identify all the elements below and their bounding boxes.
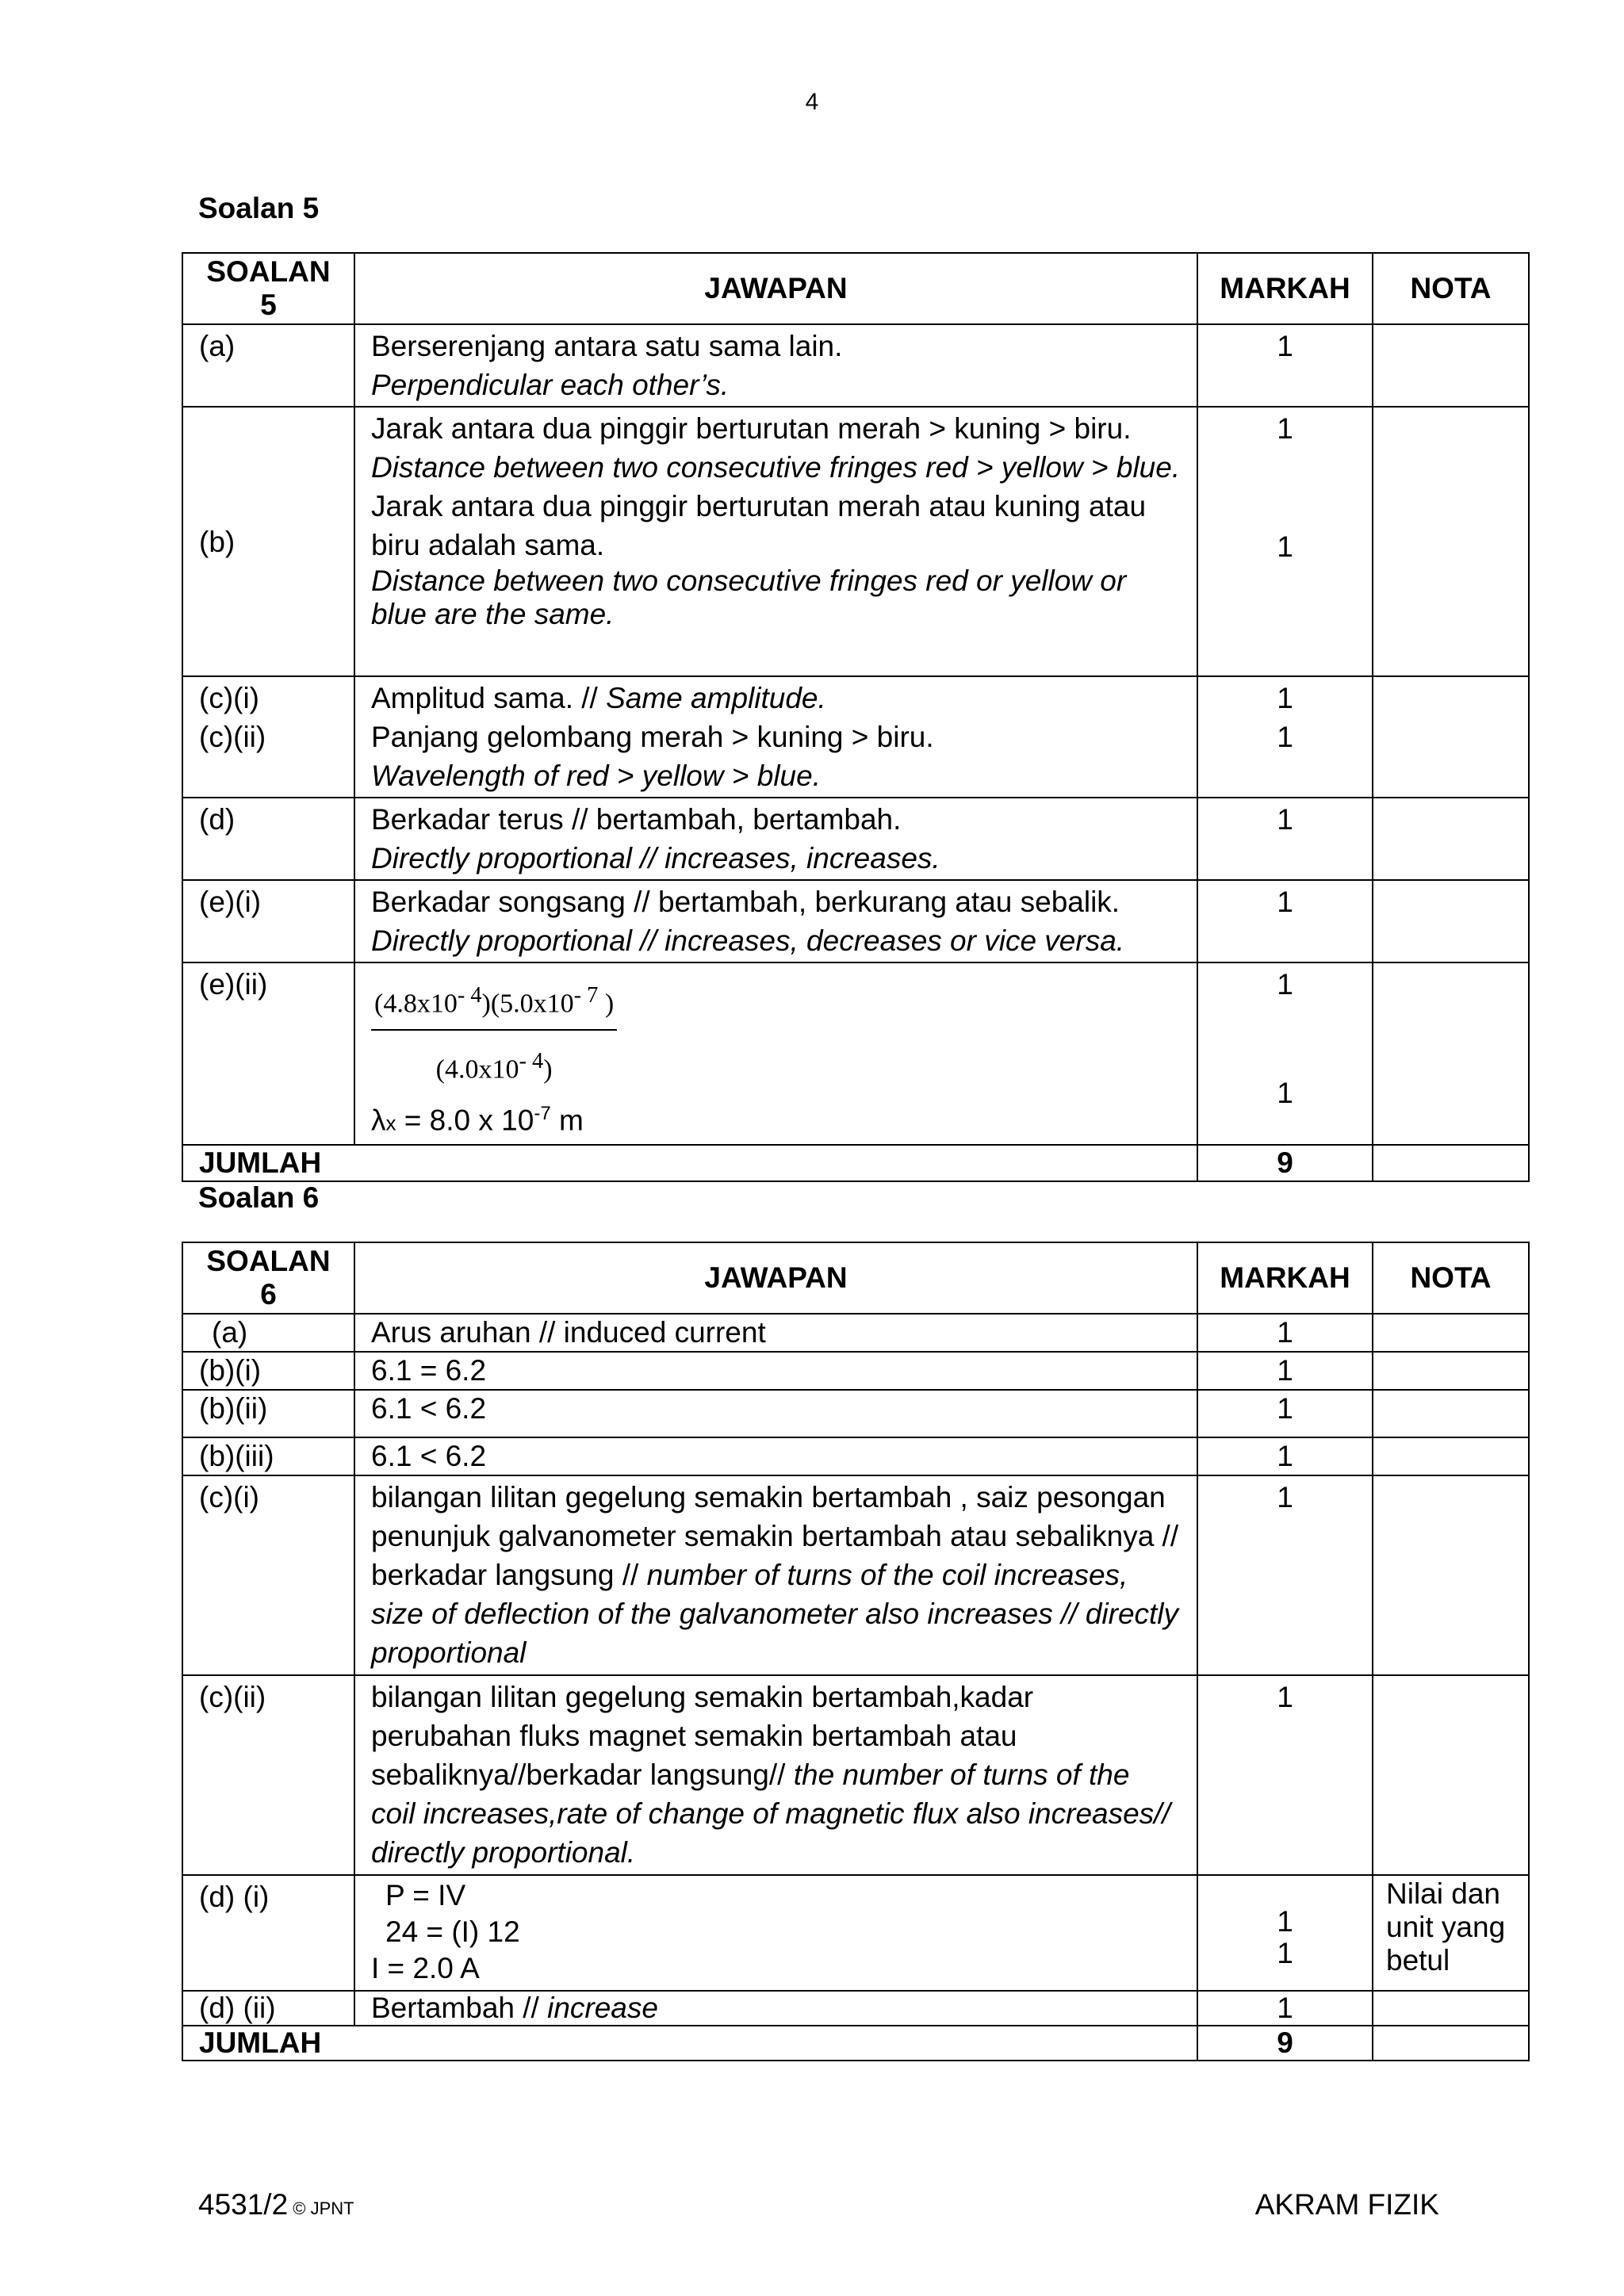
- answer-ms: Berkadar terus // bertambah, bertambah.: [371, 803, 902, 836]
- answer-ms: Amplitud sama. //: [371, 682, 607, 714]
- total-mark: 9: [1197, 2026, 1373, 2061]
- q6-header-row: [182, 1242, 1529, 1314]
- question-label: (e)(i): [182, 880, 354, 962]
- wavelength-formula: $\frac{(4.8x10^{- 4})(5.0x10^{- 7} )}{(4.0x10^{- 4})}$: [371, 976, 617, 1089]
- note-cell: [1373, 1352, 1529, 1390]
- footer-code: 4531/2 © JPNT: [198, 2188, 354, 2221]
- question-label: (a): [182, 1314, 354, 1352]
- question-label: (d) (ii): [182, 1991, 354, 2026]
- answer-cell: [354, 798, 1197, 880]
- q5-title: Soalan 5: [198, 192, 320, 224]
- q5-header-nota: NOTA: [1373, 253, 1529, 324]
- note-cell: [1373, 324, 1529, 407]
- mark-cell: 1: [1197, 1675, 1373, 1875]
- table-row: [182, 1991, 1529, 2026]
- table-row: [182, 1675, 1529, 1875]
- answer-en: Perpendicular each other’s.: [371, 369, 730, 401]
- answer-cell: [354, 1675, 1197, 1875]
- answer-cell: P = IV 24 = (I) 12 I = 2.0 A: [354, 1875, 1197, 1991]
- question-label: (c)(i): [182, 1475, 354, 1675]
- mark-cell: 1: [1197, 324, 1373, 407]
- answer-cell: [354, 880, 1197, 962]
- answer-en: Directly proportional // increases, decreases or vice versa.: [371, 924, 1125, 957]
- table-row: [182, 1314, 1529, 1352]
- answer-en: Distance between two consecutive fringes red or yellow or blue are the same.: [371, 564, 1127, 630]
- question-label: (a): [182, 324, 354, 407]
- table-row: [182, 407, 1529, 676]
- answer-en: Distance between two consecutive fringes red > yellow > blue.: [371, 451, 1181, 484]
- mark-cell: 1: [1197, 1314, 1373, 1352]
- page-number: 4: [805, 89, 819, 115]
- mark-cell: 1: [1197, 1475, 1373, 1675]
- answer-en: increase: [547, 1992, 658, 2024]
- q6-table: [182, 1242, 1530, 2061]
- answer-ms: Berserenjang antara satu sama lain.: [371, 330, 843, 362]
- note-cell: [1373, 798, 1529, 880]
- table-row: [182, 1437, 1529, 1475]
- question-label: (e)(ii): [182, 962, 354, 1145]
- answer-ms: bilangan lilitan gegelung semakin bertambah , saiz pesongan penunjuk galvanometer semakin bertambah atau sebaliknya // berkadar langsung //: [371, 1481, 1179, 1591]
- mark-cell: 1: [1197, 1991, 1373, 2026]
- question-label: (c)(ii): [182, 1675, 354, 1875]
- answer-ms: bilangan lilitan gegelung semakin bertambah,kadar perubahan fluks magnet semakin bertambah atau sebaliknya//berkadar langsung//: [371, 1681, 1034, 1791]
- table-row: [182, 1390, 1529, 1437]
- q6-title: Soalan 6: [198, 1181, 320, 1214]
- q5-table: [182, 252, 1530, 1182]
- q5-total-row: [182, 1145, 1529, 1181]
- answer-cell: [354, 962, 1197, 1145]
- mark-cell: 1 1: [1197, 676, 1373, 798]
- q6-total-row: [182, 2026, 1529, 2061]
- q6-header-nota: NOTA: [1373, 1242, 1529, 1314]
- mark-cell: 1 1: [1197, 1875, 1373, 1991]
- footer-author: AKRAM FIZIK: [1254, 2188, 1439, 2221]
- question-label: (b)(i): [182, 1352, 354, 1390]
- q5-header-markah: MARKAH: [1197, 253, 1373, 324]
- table-row: [182, 1352, 1529, 1390]
- answer-cell: [354, 1475, 1197, 1675]
- note-cell: [1373, 1437, 1529, 1475]
- mark-cell: 1: [1197, 880, 1373, 962]
- question-label: (b)(ii): [182, 1390, 354, 1437]
- table-row: [182, 798, 1529, 880]
- question-label: (c)(i) (c)(ii): [182, 676, 354, 798]
- q5-header-soalan: SOALAN 5: [182, 253, 354, 324]
- mark-cell: 1: [1197, 1437, 1373, 1475]
- note-cell: [1373, 1475, 1529, 1675]
- answer-en: Wavelength of red > yellow > blue.: [371, 760, 821, 792]
- note-cell: [1373, 1390, 1529, 1437]
- note-cell: [1373, 1675, 1529, 1875]
- answer-ms: Bertambah //: [371, 1992, 548, 2024]
- note-cell: [1373, 1145, 1529, 1181]
- table-row: [182, 324, 1529, 407]
- note-cell: [1373, 962, 1529, 1145]
- total-label: JUMLAH: [182, 1145, 1197, 1181]
- total-label: JUMLAH: [182, 2026, 1197, 2061]
- table-row: [182, 880, 1529, 962]
- note-cell: [1373, 676, 1529, 798]
- question-label: (d): [182, 798, 354, 880]
- answer-ms: Berkadar songsang // bertambah, berkurang atau sebalik.: [371, 886, 1120, 918]
- mark-cell: 1: [1197, 1390, 1373, 1437]
- answer-cell: Arus aruhan // induced current: [354, 1314, 1197, 1352]
- answer-en: Directly proportional // increases, increases.: [371, 842, 940, 874]
- table-row: [182, 962, 1529, 1145]
- q6-header-soalan: SOALAN 6: [182, 1242, 354, 1314]
- table-row: [182, 676, 1529, 798]
- table-row: [182, 1475, 1529, 1675]
- table-row: [182, 1875, 1529, 1991]
- answer-en: number of turns of the coil increases, size of deflection of the galvanometer also increases // directly proportional: [371, 1559, 1179, 1669]
- note-cell: [1373, 1991, 1529, 2026]
- q5-header-jawapan: JAWAPAN: [354, 253, 1197, 324]
- note-cell: [1373, 1314, 1529, 1352]
- total-mark: 9: [1197, 1145, 1373, 1181]
- answer-cell: 6.1 < 6.2: [354, 1437, 1197, 1475]
- mark-cell: 1: [1197, 1352, 1373, 1390]
- question-label: (b)(iii): [182, 1437, 354, 1475]
- answer-en: the number of turns of the coil increases,rate of change of magnetic flux also increases// directly proportional.: [371, 1758, 1170, 1869]
- q6-header-jawapan: JAWAPAN: [354, 1242, 1197, 1314]
- question-label: (d) (i): [182, 1875, 354, 1991]
- q6-header-markah: MARKAH: [1197, 1242, 1373, 1314]
- note-cell: Nilai dan unit yang betul: [1373, 1875, 1529, 1991]
- answer-cell: [354, 676, 1197, 798]
- mark-cell: 1 1: [1197, 407, 1373, 676]
- answer-ms: Jarak antara dua pinggir berturutan merah > kuning > biru.: [371, 412, 1132, 445]
- answer-cell: 6.1 = 6.2: [354, 1352, 1197, 1390]
- note-cell: [1373, 880, 1529, 962]
- question-label: (b): [182, 407, 354, 676]
- wavelength-result: λx = 8.0 x $10^{-7}$ m: [371, 1102, 584, 1136]
- answer-ms: Jarak antara dua pinggir berturutan merah atau kuning atau biru adalah sama.: [371, 490, 1147, 561]
- answer-ms: Panjang gelombang merah > kuning > biru.: [371, 721, 934, 753]
- answer-cell: [354, 324, 1197, 407]
- mark-cell: 1: [1197, 798, 1373, 880]
- answer-cell: 6.1 < 6.2: [354, 1390, 1197, 1437]
- note-cell: [1373, 2026, 1529, 2061]
- answer-en: Same amplitude.: [606, 682, 826, 714]
- answer-cell: [354, 1991, 1197, 2026]
- q5-header-row: [182, 253, 1529, 324]
- mark-cell: 1 1: [1197, 962, 1373, 1145]
- note-cell: [1373, 407, 1529, 676]
- answer-cell: [354, 407, 1197, 676]
